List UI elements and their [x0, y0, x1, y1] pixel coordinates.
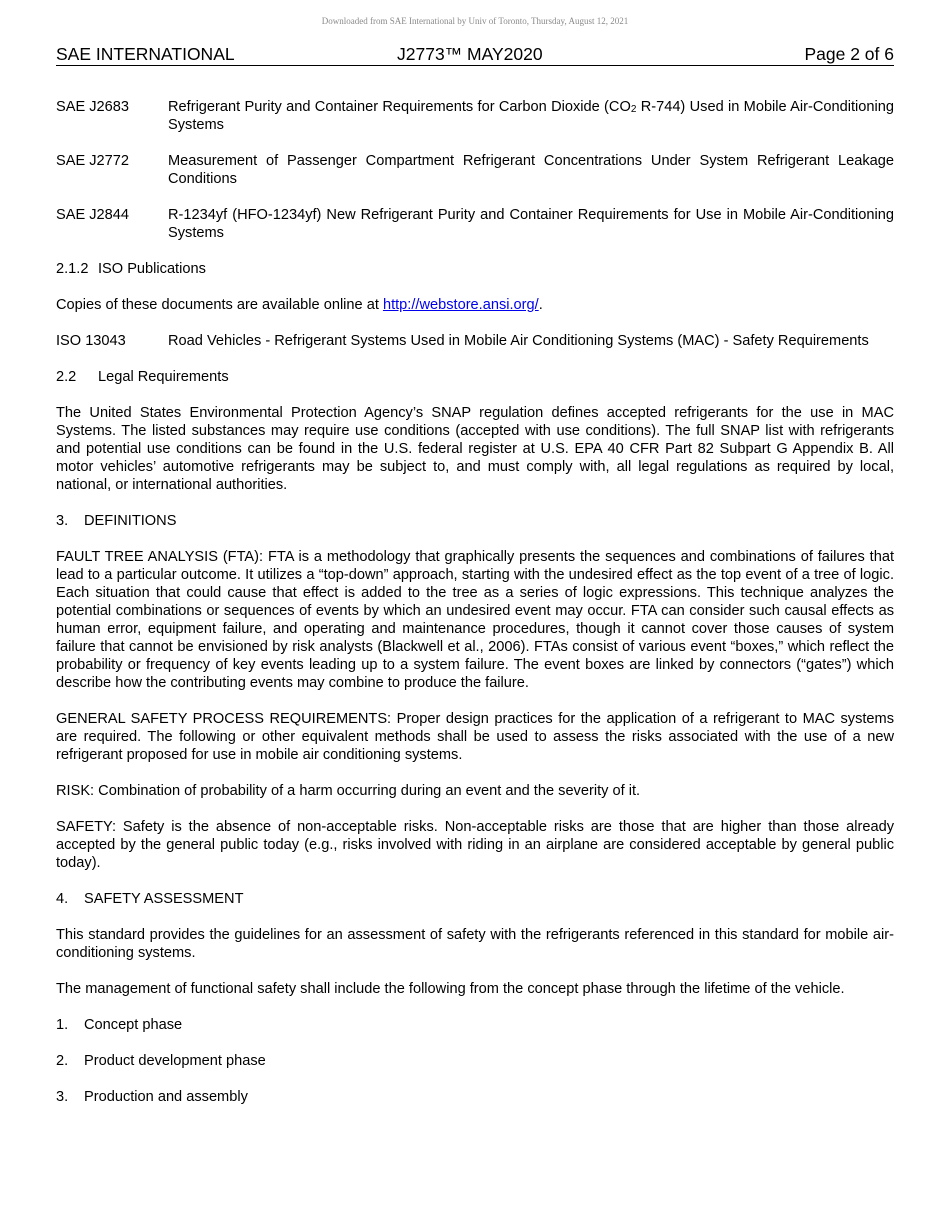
- reference-entry: [56, 98, 894, 134]
- section-heading-iso: [56, 260, 894, 278]
- safety-paragraph: This standard provides the guidelines for an assessment of safety with the refrigerants referenced in this standard for mobile air-conditioning systems.: [56, 927, 894, 961]
- section-heading-legal: [56, 368, 894, 386]
- list-text: Production and assembly: [84, 1089, 248, 1105]
- paragraph-text: .: [538, 297, 543, 313]
- list-item: [56, 1052, 894, 1070]
- reference-entry: [56, 152, 894, 188]
- reference-code: SAE J2772: [56, 153, 130, 169]
- reference-entry: [56, 332, 894, 350]
- reference-title: [168, 98, 894, 134]
- page-content: [56, 98, 894, 1124]
- reference-title: R-1234yf (HFO-1234yf) New Refrigerant Purity and Container Requirements for Use in Mobile Air-Conditioning Systems: [168, 207, 894, 241]
- definition-risk: RISK: Combination of probability of a harm occurring during an event and the severity of it.: [56, 783, 641, 799]
- section-title: SAFETY ASSESSMENT: [84, 891, 244, 907]
- paragraph-text: Copies of these documents are available online at: [56, 297, 383, 313]
- section-heading-safety-assessment: [56, 890, 894, 908]
- list-text: Product development phase: [84, 1053, 266, 1069]
- reference-title: Measurement of Passenger Compartment Refrigerant Concentrations Under System Refrigerant Leakage Conditions: [168, 153, 894, 187]
- reference-title: Road Vehicles - Refrigerant Systems Used in Mobile Air Conditioning Systems (MAC) - Safety Requirements: [168, 333, 869, 349]
- reference-code: SAE J2844: [56, 207, 130, 223]
- section-title: DEFINITIONS: [84, 513, 177, 529]
- definition-safety: SAFETY: Safety is the absence of non-acceptable risks. Non-acceptable risks are those that are higher than those already accepted by the general public today (e.g., risks involved with riding in an airplane are considered acceptable by general public today).: [56, 819, 894, 871]
- list-text: Concept phase: [84, 1017, 183, 1033]
- section-number: 4.: [56, 891, 69, 907]
- section-heading-definitions: [56, 512, 894, 530]
- iso-availability-paragraph: [56, 296, 894, 314]
- reference-title-part: R-744) Used in Mobile Air-Conditioning Systems: [168, 99, 894, 133]
- definition-fta: FAULT TREE ANALYSIS (FTA): FTA is a methodology that graphically presents the sequences and combinations of failures that lead to a particular outcome. It utilizes a “top-down” approach, starting with the undesired effect as the top event of a tree of logic. Each situation that could cause that effect is added to the tree as a series of logic expressions. This technique analyzes the potential combinations or sequences of events by which an undesired event may occur. FTA can consider such causal effects as human error, equipment failure, and operating and maintenance procedures, though it cannot cover those causes of system failure that cannot be envisioned by risk analysts (Blackwell et al., 2006). FTAs consist of various event “boxes,” which reflect the probability or frequency of key events leading up to a system failure. The event boxes are linked by connectors (“gates”) which describe how the contributing events may combine to produce the failure.: [56, 549, 894, 691]
- header-doc-id: J2773™ MAY2020: [397, 44, 543, 64]
- header-org: SAE INTERNATIONAL: [56, 44, 235, 64]
- list-item: [56, 1016, 894, 1034]
- safety-paragraph: The management of functional safety shall include the following from the concept phase through the lifetime of the vehicle.: [56, 981, 845, 997]
- section-number: 2.2: [56, 369, 77, 385]
- list-number: 1.: [56, 1017, 69, 1033]
- list-number: 2.: [56, 1053, 69, 1069]
- reference-title-part: Refrigerant Purity and Container Requirements for Carbon Dioxide (CO: [168, 99, 631, 115]
- reference-code: ISO 13043: [56, 333, 126, 349]
- download-watermark: Downloaded from SAE International by Univ of Toronto, Thursday, August 12, 2021: [321, 16, 629, 26]
- definition-general-safety: GENERAL SAFETY PROCESS REQUIREMENTS: Proper design practices for the application of a refrigerant to MAC systems are required. The following or other equivalent methods shall be used to assess the risks associated with the use of a new refrigerant proposed for use in mobile air conditioning systems.: [56, 711, 894, 763]
- section-number: 2.1.2: [56, 261, 89, 277]
- list-item: [56, 1088, 894, 1106]
- list-number: 3.: [56, 1089, 69, 1105]
- section-title: Legal Requirements: [98, 369, 229, 385]
- page-header: [56, 44, 894, 66]
- section-title: ISO Publications: [98, 261, 206, 277]
- reference-code: SAE J2683: [56, 99, 130, 115]
- reference-entry: [56, 206, 894, 242]
- legal-paragraph: The United States Environmental Protection Agency’s SNAP regulation defines accepted refrigerants for the use in MAC Systems. The listed substances may require use conditions (accepted with use conditions). The full SNAP list with refrigerants and potential use conditions can be found in the U.S. federal register at U.S. EPA 40 CFR Part 82 Subpart G Appendix B. All motor vehicles’ automotive refrigerants may be subject to, and must comply with, all legal regulations as required by local, national, or international authorities.: [56, 405, 894, 493]
- ansi-webstore-link[interactable]: http://webstore.ansi.org/: [382, 297, 539, 313]
- subscript-2: 2: [630, 104, 637, 115]
- header-page-number: Page 2 of 6: [804, 44, 894, 64]
- section-number: 3.: [56, 513, 69, 529]
